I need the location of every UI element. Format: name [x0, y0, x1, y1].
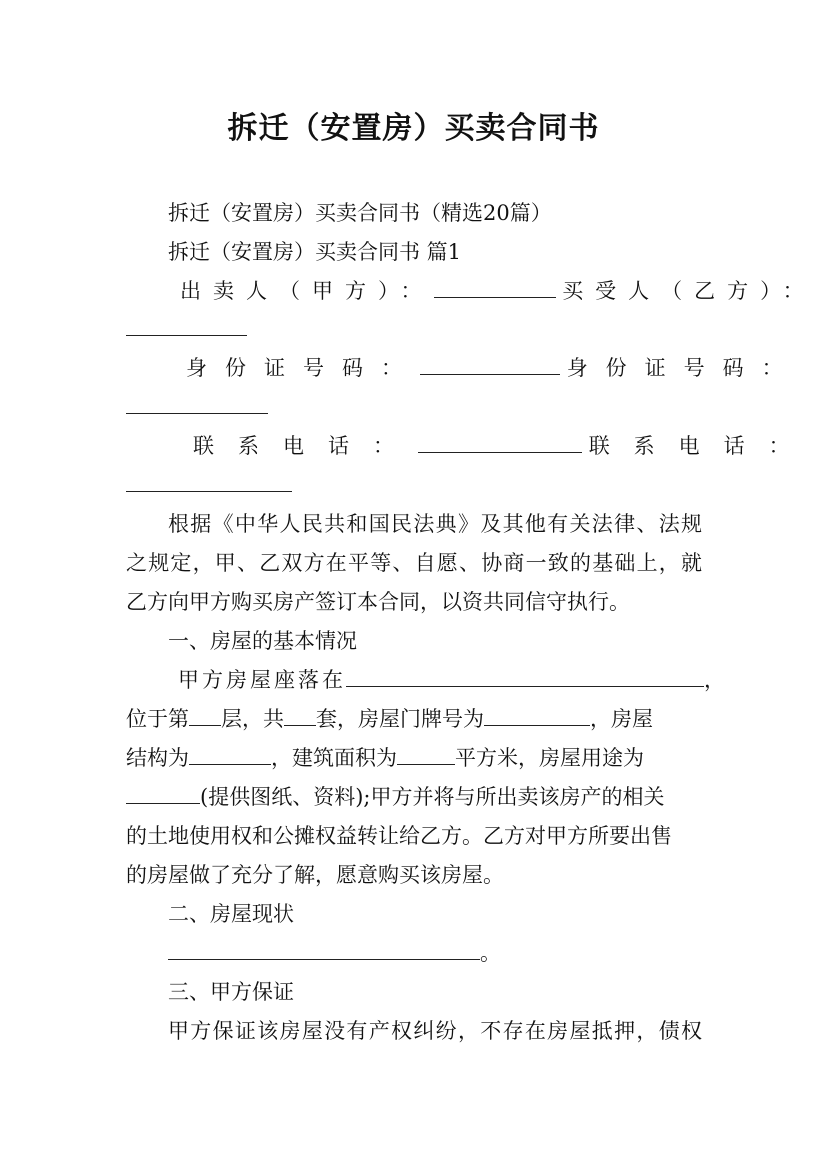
paragraph-line: 之规定，甲、乙双方在平等、自愿、协商一致的基础上，就: [126, 551, 702, 575]
usage-line: [126, 784, 706, 810]
usage-blank: [126, 785, 200, 804]
floor-line: [126, 706, 706, 732]
seller-label: 出卖人（甲方）：: [180, 279, 434, 303]
phone-line: [193, 433, 814, 459]
document-title: 拆迁（安置房）买卖合同书: [227, 111, 600, 146]
paragraph-line: 乙方向甲方购买房产签订本合同，以资共同信守执行。: [126, 590, 630, 614]
text-fragment: 平方米，房屋用途为: [455, 746, 644, 770]
text-fragment: 位于第: [126, 707, 189, 731]
house-location-line: [178, 667, 758, 693]
house-location-label: 甲方房屋座落在: [178, 668, 346, 692]
buyer-label: 买受人（乙方）：: [562, 279, 816, 303]
text-fragment: 结构为: [126, 746, 189, 770]
buyer-phone-blank-line: [126, 472, 706, 498]
text-fragment: ，建筑面积为: [271, 746, 397, 770]
structure-blank: [189, 746, 271, 765]
buyer-blank-line: [126, 316, 706, 342]
buyer-id-blank-line: [126, 394, 706, 420]
subtitle-line: 拆迁（安置房）买卖合同书（精选20篇）: [168, 201, 552, 225]
text-fragment: ，房屋: [590, 707, 653, 731]
structure-line: [126, 745, 706, 771]
units-blank: [284, 707, 316, 726]
seller-phone-blank: [418, 434, 582, 453]
comma: ，: [704, 668, 725, 692]
text-fragment: 套，房屋门牌号为: [316, 707, 484, 731]
text-fragment: (提供图纸、资料);甲方并将与所出卖该房产的相关: [200, 785, 665, 809]
buyer-phone-label: 联系电话：: [588, 434, 814, 458]
text-fragment: 层，共: [221, 707, 284, 731]
buyer-id-blank: [126, 395, 268, 414]
section-1-heading: 一、房屋的基本情况: [168, 629, 357, 653]
buyer-blank: [126, 317, 247, 336]
period: 。: [480, 941, 501, 965]
door-number-blank: [484, 707, 590, 726]
seller-blank: [434, 279, 556, 298]
paragraph-line: 的土地使用权和公摊权益转让给乙方。乙方对甲方所要出售: [126, 824, 672, 848]
floor-blank: [189, 707, 221, 726]
status-blank: [168, 941, 480, 960]
section-heading: 拆迁（安置房）买卖合同书 篇1: [168, 240, 462, 264]
paragraph-line: 甲方保证该房屋没有产权纠纷，不存在房屋抵押，债权: [168, 1019, 702, 1043]
buyer-id-label: 身份证号码：: [566, 356, 801, 380]
seller-id-blank: [420, 356, 560, 375]
party-line: [180, 278, 816, 304]
seller-phone-label: 联系电话：: [193, 434, 418, 458]
section-2-heading: 二、房屋现状: [168, 902, 294, 926]
id-line: [186, 355, 801, 381]
status-line: [168, 940, 748, 966]
seller-id-label: 身份证号码：: [186, 356, 420, 380]
location-blank: [346, 668, 704, 687]
section-3-heading: 三、甲方保证: [168, 980, 294, 1004]
paragraph-line: 的房屋做了充分了解，愿意购买该房屋。: [126, 863, 504, 887]
buyer-phone-blank: [126, 473, 292, 492]
area-blank: [397, 746, 455, 765]
paragraph-line: 根据《中华人民共和国民法典》及其他有关法律、法规: [168, 512, 702, 536]
